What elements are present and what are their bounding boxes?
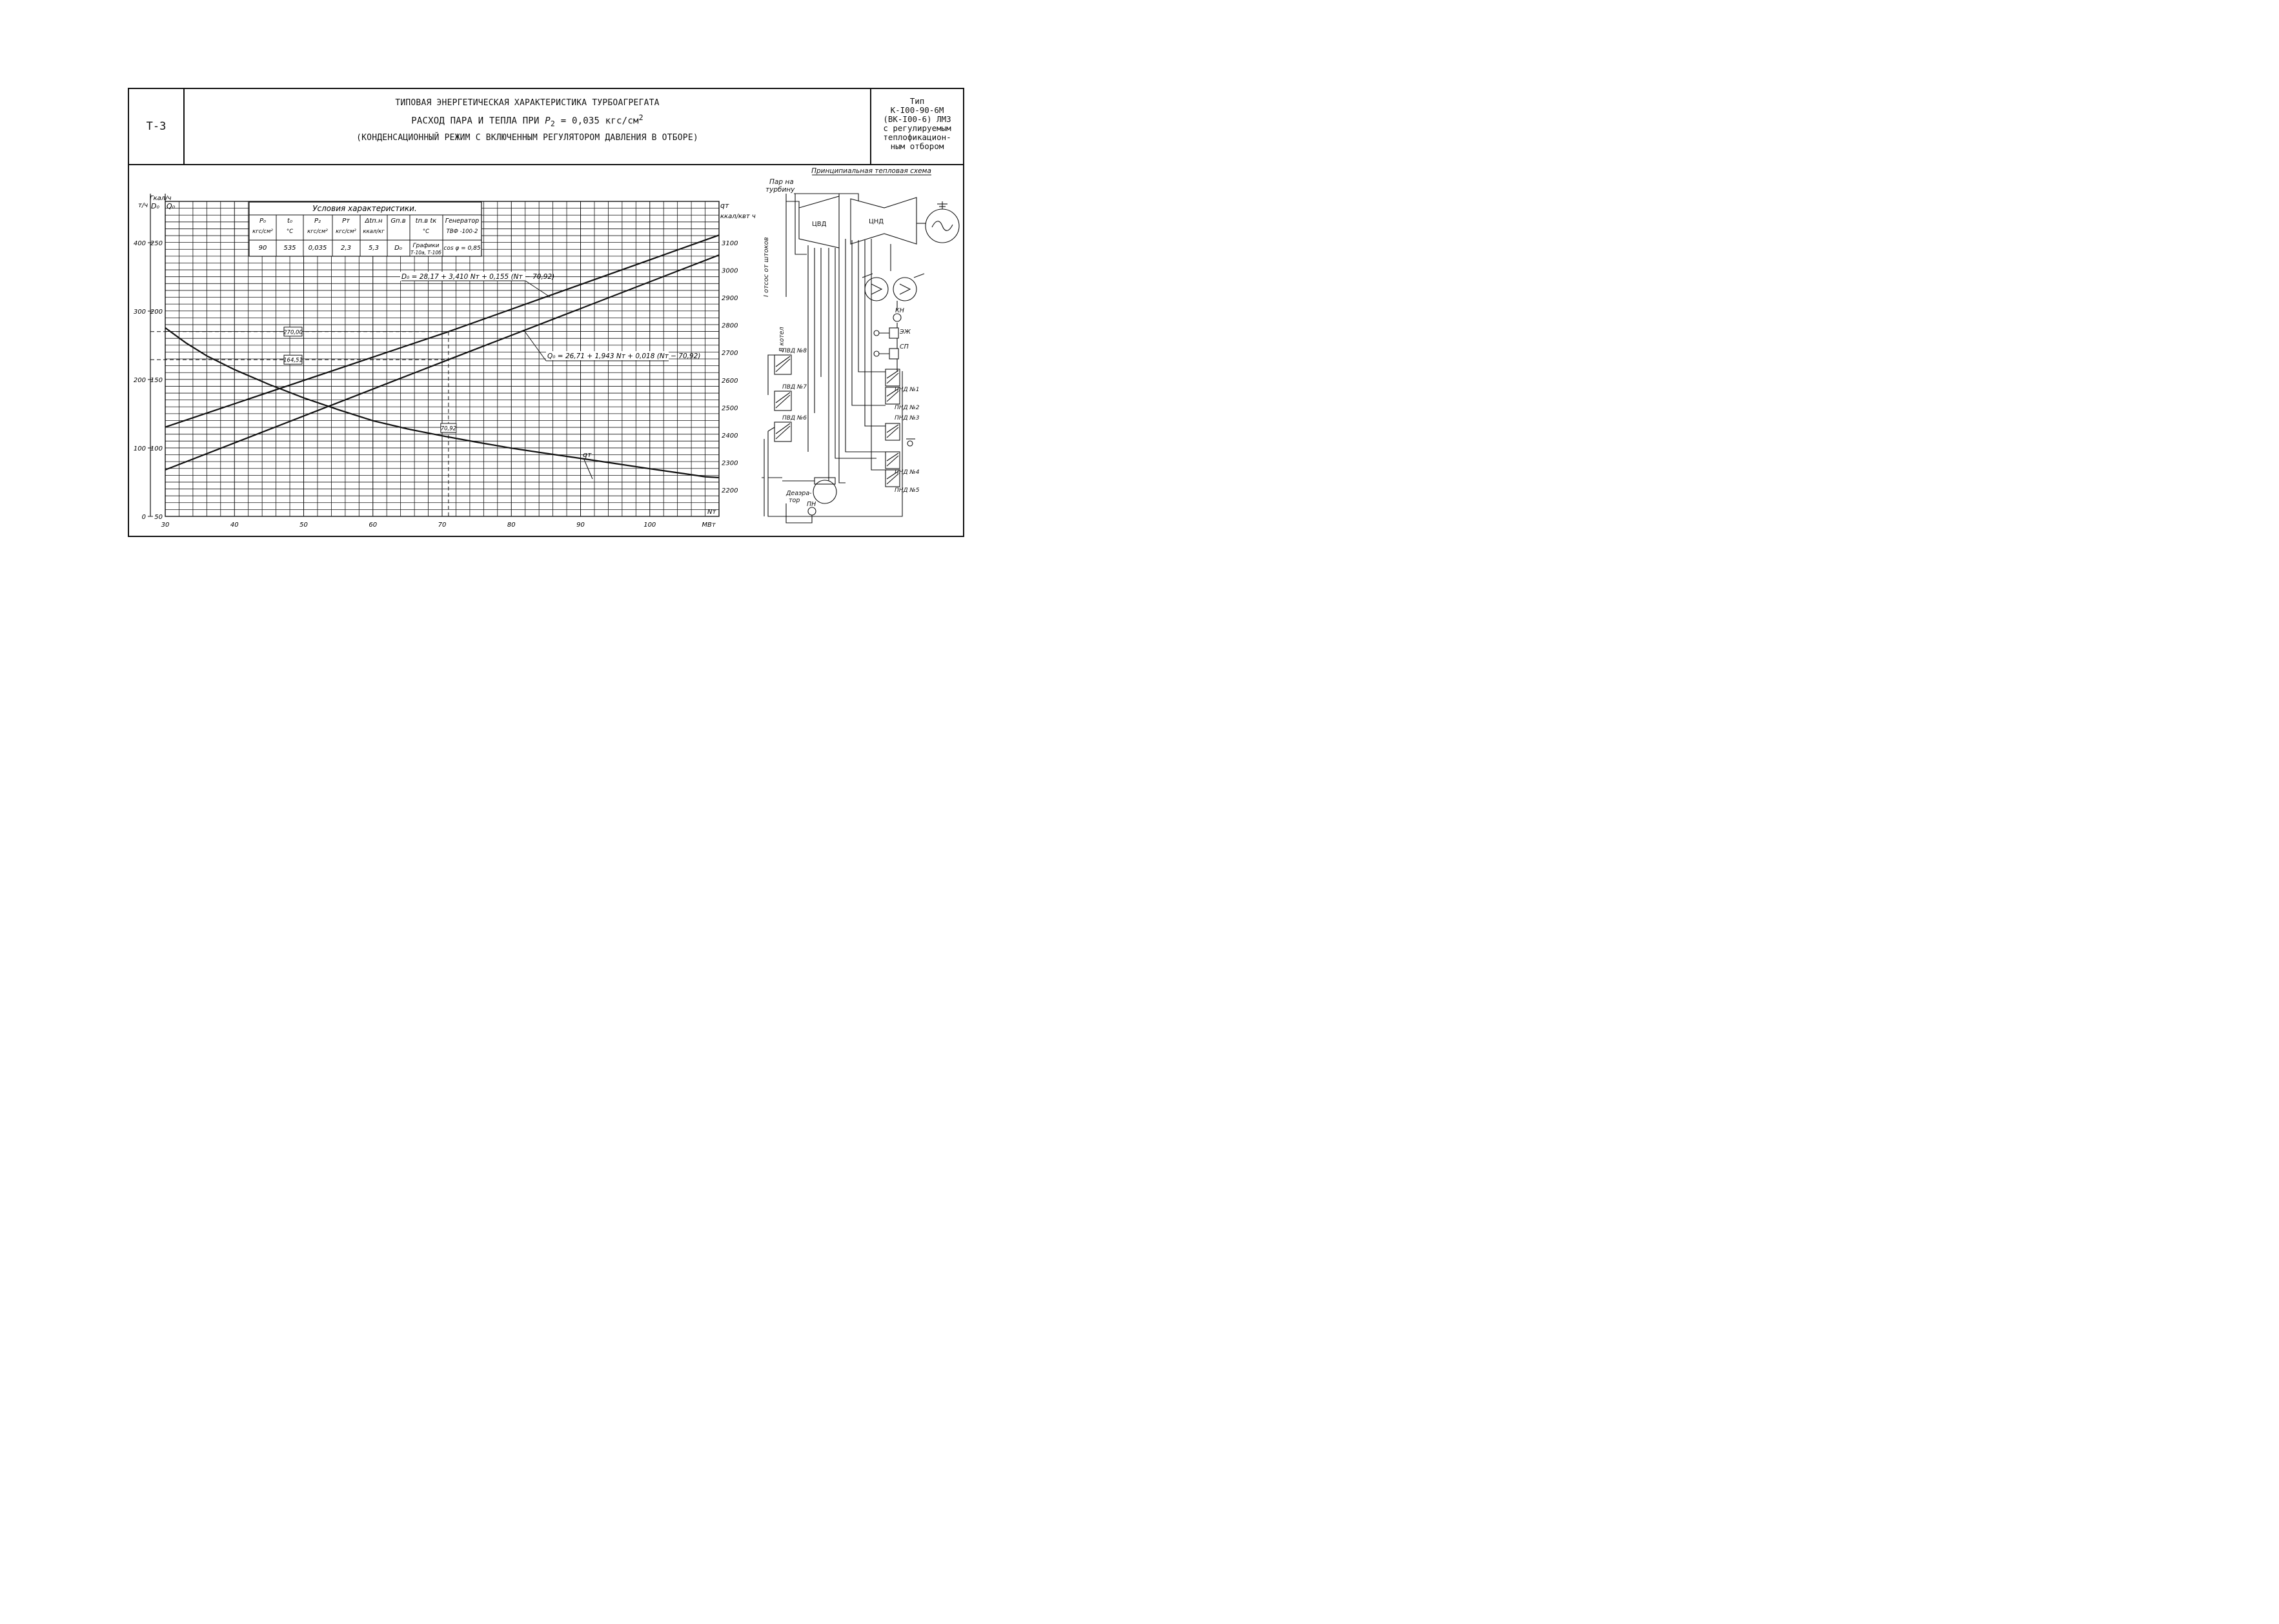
cond-unit: ТВФ -100-2 xyxy=(446,228,478,235)
d0-label: D₀ xyxy=(151,202,159,210)
cond-value: D₀ xyxy=(394,245,402,252)
qt-axis-label: qт xyxy=(720,201,729,210)
ref-value-label: 164,51 xyxy=(283,357,303,364)
qt-tick-label: 2200 xyxy=(722,487,738,494)
to-boiler-label: В котел xyxy=(778,327,785,352)
q0-label: Q₀ xyxy=(167,202,176,210)
x-tick-label: 50 xyxy=(299,522,308,529)
qt-tick-label: 2500 xyxy=(722,405,738,412)
qt-curve-label: qт xyxy=(583,451,592,459)
cond-unit: ккал/кг xyxy=(363,228,385,235)
pvd-heater xyxy=(775,355,791,374)
pnd-label: ПНД №5 xyxy=(895,487,920,494)
q0-unit: Гкал/ч xyxy=(150,195,172,202)
ej-label: ЭЖ xyxy=(900,329,911,336)
q0-tick-label: 150 xyxy=(150,377,163,384)
cond-value: 90 xyxy=(258,245,267,252)
x-tick-label: 80 xyxy=(507,522,516,529)
type-line: (ВК-I00-6) ЛМЗ xyxy=(883,114,951,124)
cond-unit: кгс/см² xyxy=(307,228,328,235)
ref-value-label: 270,00 xyxy=(283,329,303,336)
sheet-code: Т-3 xyxy=(129,89,185,164)
cond-header: tп.в tк xyxy=(415,218,437,225)
q0-tick-label: 200 xyxy=(150,309,163,316)
cond-header: Pт xyxy=(342,218,350,225)
stock-suction-label: I отсос от штоков xyxy=(763,237,770,297)
x-axis-label: Nт xyxy=(707,509,716,516)
cond-value: 0,035 xyxy=(308,245,327,252)
condenser-1 xyxy=(865,278,888,301)
d0-tick-label: 100 xyxy=(133,445,146,452)
sp-label: СП xyxy=(900,343,909,350)
pn-label: ПН xyxy=(807,501,816,508)
x-tick-label: 90 xyxy=(576,522,585,529)
sp-cooler xyxy=(889,349,898,359)
x-tick-label: 40 xyxy=(230,522,239,529)
pnd-label: ПНД №1 xyxy=(895,387,920,393)
steam-in-label: турбину xyxy=(765,186,795,194)
d0-tick-label: 200 xyxy=(133,377,146,384)
qt-tick-label: 2400 xyxy=(722,432,738,440)
pnd-label: ПНД №4 xyxy=(895,469,920,476)
cond-value: 535 xyxy=(283,245,296,252)
cond-unit: °C xyxy=(422,228,430,235)
cond-value-extra: Т-10а, Т-10б xyxy=(410,250,441,256)
cnd-label: ЦНД xyxy=(869,218,884,225)
thermal-schematic xyxy=(762,167,959,523)
x-tick-label: 100 xyxy=(643,522,656,529)
cond-header: t₀ xyxy=(287,218,292,225)
pvd-coil xyxy=(776,392,790,408)
q0-equation: Q₀ = 26,71 + 1,943 Nт + 0,018 (Nт − 70,92) xyxy=(547,352,701,360)
deaerator xyxy=(813,480,836,503)
qt-tick-label: 2900 xyxy=(722,295,738,303)
cond-unit: кгс/см² xyxy=(252,228,273,235)
type-line: ным отбором xyxy=(890,141,944,151)
pnd-label: ПНД №3 xyxy=(895,415,920,421)
cond-unit: кгс/см² xyxy=(336,228,356,235)
d0-tick-label: 300 xyxy=(133,309,146,316)
cond-header: Генератор xyxy=(445,218,480,225)
pnd-label: ПНД №2 xyxy=(895,405,920,411)
pnd-coil xyxy=(887,425,898,438)
cond-value: Графики xyxy=(412,243,440,249)
d0-tick-label: 400 xyxy=(133,240,146,247)
pvd-coil xyxy=(776,423,790,439)
qt-tick-label: 3000 xyxy=(722,267,738,275)
conditions-title: Условия характеристики. xyxy=(312,204,417,213)
pnd-coil xyxy=(887,370,898,383)
steam-in-label: Пар на xyxy=(769,178,794,186)
title-line-1: ТИПОВАЯ ЭНЕРГЕТИЧЕСКАЯ ХАРАКТЕРИСТИКА ТУРБОАГРЕГАТА xyxy=(395,98,660,108)
pvd-label: ПВД №6 xyxy=(782,415,807,421)
pvd-heater xyxy=(775,391,791,411)
pnd-coil xyxy=(887,453,898,466)
x-tick-label: 70 xyxy=(438,522,447,529)
title-line-2-p: P xyxy=(545,116,551,127)
qt-tick-label: 2700 xyxy=(722,350,738,358)
schematic-title: Принципиальная тепловая схема xyxy=(811,167,931,175)
qt-axis-unit: ккал/квт ч xyxy=(720,213,756,220)
cond-value: 2,3 xyxy=(341,245,351,252)
cond-header: Δtп.н xyxy=(365,218,383,225)
chart xyxy=(0,0,1012,721)
cvd-label: ЦВД xyxy=(812,221,827,228)
x-tick-label: 60 xyxy=(369,522,378,529)
deaerator-label: Деаэра- xyxy=(786,490,812,497)
pvd-label: ПВД №8 xyxy=(782,348,807,354)
pvd-coil xyxy=(776,356,790,372)
ejector xyxy=(889,328,898,338)
q0-tick-label: 250 xyxy=(150,240,163,247)
type-line: теплофикацион- xyxy=(883,132,951,142)
title-line-3: (КОНДЕНСАЦИОННЫЙ РЕЖИМ С ВКЛЮЧЕННЫМ РЕГУЛЯТОРОМ ДАВЛЕНИЯ В ОТБОРЕ) xyxy=(356,133,698,143)
conditions-table xyxy=(249,202,481,256)
qt-tick-label: 2300 xyxy=(722,460,738,467)
feed-pump xyxy=(808,507,816,515)
d0-unit: т/ч xyxy=(138,202,148,209)
qt-tick-label: 3100 xyxy=(722,240,738,247)
cond-header: Gп.в xyxy=(390,218,406,225)
d0-tick-label: 0 xyxy=(141,514,146,521)
title-line-2-sub: 2 xyxy=(550,119,556,128)
cond-header: P₀ xyxy=(259,218,267,225)
x-unit: МВт xyxy=(702,522,716,529)
title-line-2-prefix: РАСХОД ПАРА И ТЕПЛА ПРИ xyxy=(411,116,545,127)
pvd-heater xyxy=(775,422,791,442)
q0-tick-label: 50 xyxy=(154,514,163,521)
cond-unit: °C xyxy=(286,228,294,235)
title-line-2-sup: 2 xyxy=(638,113,643,122)
ref-value-label: 70,92 xyxy=(440,425,457,432)
d0-equation: D₀ = 28,17 + 3,410 Nт + 0,155 (Nт − 70,92) xyxy=(401,273,555,281)
qt-tick-label: 2800 xyxy=(722,322,738,330)
kn-label: КН xyxy=(895,307,904,314)
cond-value: cos φ = 0,85 xyxy=(443,245,481,252)
condenser-2 xyxy=(893,278,917,301)
cond-header: P₂ xyxy=(314,218,321,225)
type-line: Тип xyxy=(909,96,925,106)
deaerator-label: тор xyxy=(789,497,800,504)
q0-tick-label: 100 xyxy=(150,445,163,452)
title-line-2-suffix: = 0,035 кгс/см xyxy=(555,116,639,127)
cond-value: 5,3 xyxy=(369,245,379,252)
x-tick-label: 30 xyxy=(161,522,170,529)
qt-tick-label: 2600 xyxy=(722,377,738,385)
type-line: К-I00-90-6М xyxy=(890,105,944,115)
condensate-pump xyxy=(893,314,901,321)
type-line: с регулируемым xyxy=(883,123,951,133)
pvd-label: ПВД №7 xyxy=(782,384,807,391)
